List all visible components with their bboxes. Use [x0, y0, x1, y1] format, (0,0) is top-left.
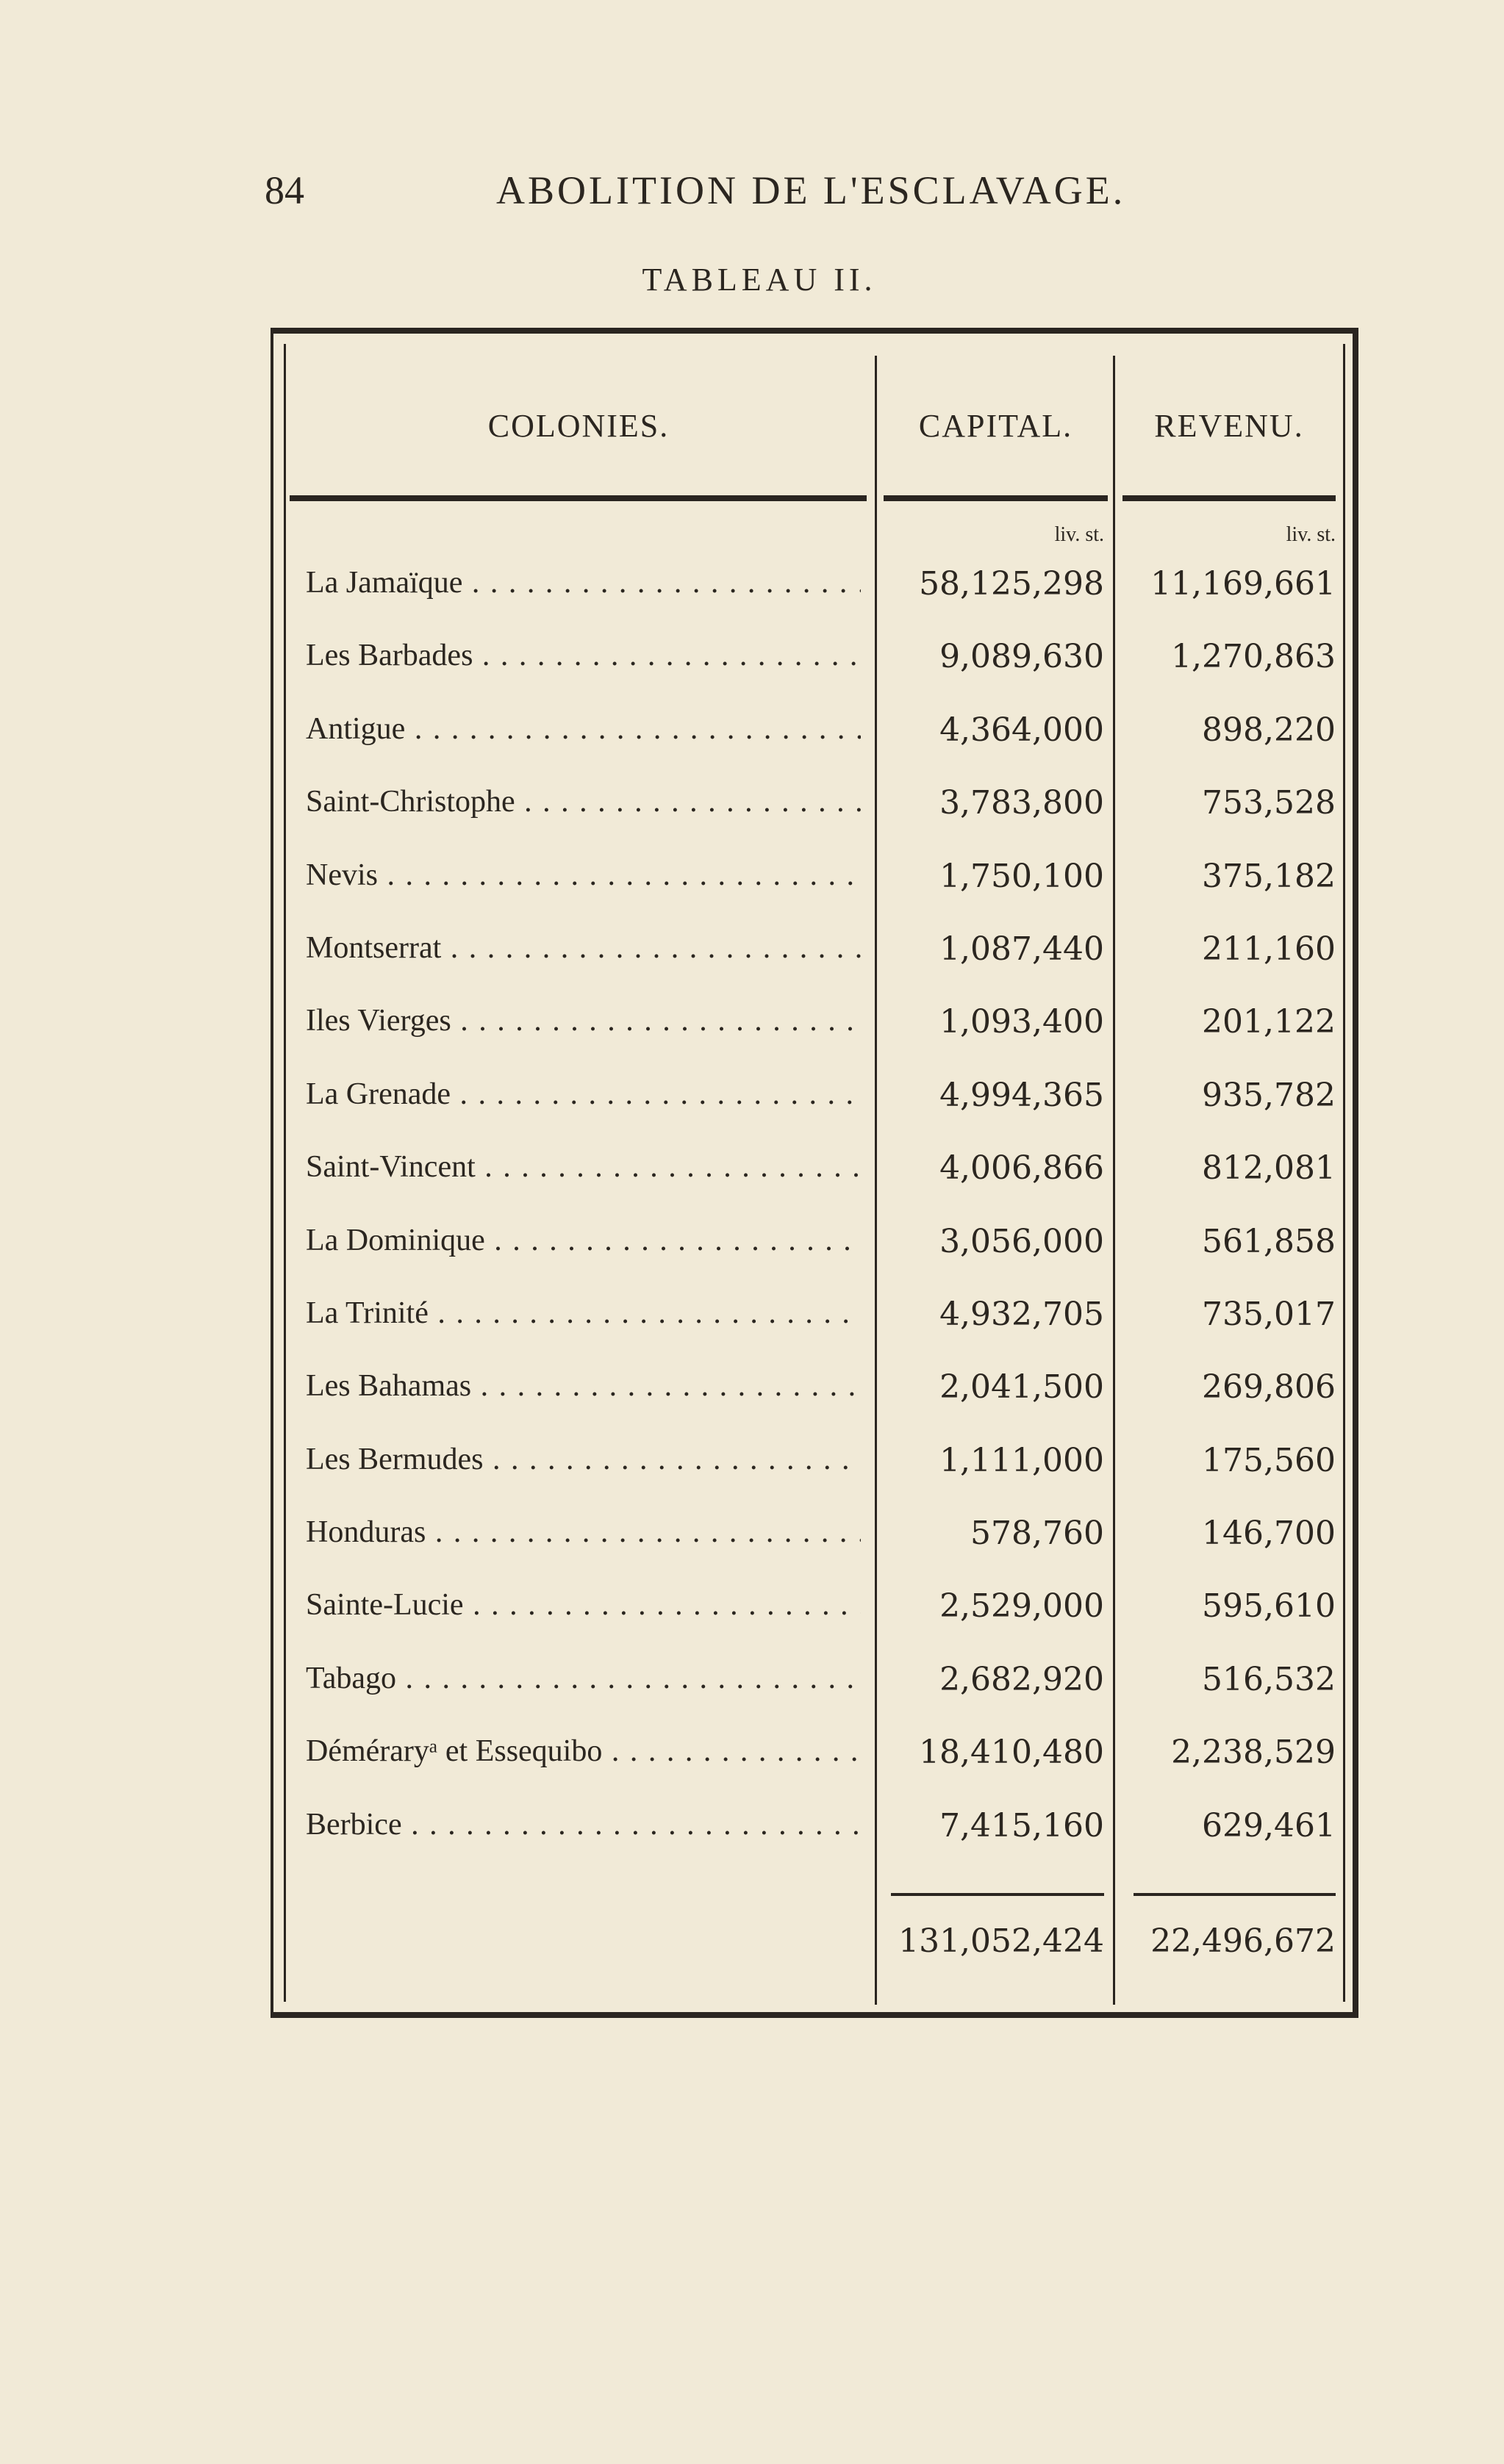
column-header-revenu: REVENU.: [1154, 408, 1304, 444]
revenu-value: 735,017: [1202, 1295, 1336, 1333]
capital-value: 1,087,440: [939, 930, 1104, 968]
column-header-colonies: COLONIES.: [487, 408, 670, 444]
capital-value: 18,410,480: [919, 1734, 1104, 1772]
revenu-value: 516,532: [1202, 1660, 1336, 1698]
table-row: [273, 1215, 1353, 1288]
capital-value: 1,750,100: [939, 857, 1104, 895]
table-row: [273, 558, 1353, 631]
colonie-name: Berbice . . .: [306, 1807, 861, 1842]
revenu-value: 595,610: [1202, 1587, 1336, 1626]
table-row: [273, 1288, 1353, 1361]
table-row: [273, 1069, 1353, 1142]
revenu-value: 898,220: [1202, 711, 1336, 749]
capital-value: 2,682,920: [939, 1660, 1104, 1698]
revenu-value: 175,560: [1202, 1441, 1336, 1479]
colonie-name: Déméraryᵃ et Essequibo . . .: [306, 1734, 861, 1769]
table-row: [273, 631, 1353, 703]
capital-value: 4,932,705: [939, 1295, 1104, 1333]
revenu-value: 375,182: [1202, 857, 1336, 895]
header-rule-revenu: [1122, 495, 1336, 501]
capital-value: 3,056,000: [939, 1222, 1104, 1260]
table-row: [273, 777, 1353, 850]
page-header: [265, 168, 1147, 219]
capital-value: 2,529,000: [939, 1587, 1104, 1626]
table-row: [273, 1726, 1353, 1799]
colonie-name: La Grenade . . .: [306, 1077, 861, 1112]
revenu-value: 2,238,529: [1171, 1734, 1336, 1772]
colonie-name: Antigue . . .: [306, 711, 861, 747]
table-row: [273, 850, 1353, 923]
table-row: [273, 996, 1353, 1068]
colonie-name: Tabago . . .: [306, 1661, 861, 1696]
colonie-name: Sainte-Lucie . . .: [306, 1587, 861, 1623]
revenu-value: 146,700: [1202, 1515, 1336, 1553]
capital-value: 4,006,866: [939, 1149, 1104, 1188]
revenu-value: 812,081: [1202, 1149, 1336, 1188]
table-row: [273, 1361, 1353, 1434]
capital-value: 7,415,160: [939, 1806, 1104, 1845]
header-rule-capital: [884, 495, 1108, 501]
revenu-value: 269,806: [1202, 1368, 1336, 1407]
total-revenu: 22,496,672: [1150, 1922, 1336, 1960]
revenu-value: 11,169,661: [1150, 565, 1336, 603]
table-row: [273, 704, 1353, 777]
table-row: [273, 923, 1353, 996]
column-header-capital: CAPITAL.: [918, 408, 1073, 444]
capital-value: 58,125,298: [919, 565, 1104, 603]
total-capital: 131,052,424: [898, 1922, 1104, 1960]
colonie-name: Montserrat . . .: [306, 930, 861, 966]
capital-value: 1,093,400: [939, 1003, 1104, 1041]
capital-value: 1,111,000: [939, 1441, 1104, 1479]
table-row: [273, 1580, 1353, 1653]
total-rule-capital: [891, 1893, 1104, 1896]
table-body: [273, 558, 1353, 1872]
revenu-value: 201,122: [1202, 1003, 1336, 1041]
revenu-value: 1,270,863: [1171, 638, 1336, 676]
table-row: [273, 1507, 1353, 1580]
colonie-name: Iles Vierges . . .: [306, 1003, 861, 1038]
colonie-name: Les Bermudes . . .: [306, 1442, 861, 1477]
capital-value: 2,041,500: [939, 1368, 1104, 1407]
colonie-name: La Dominique . . .: [306, 1223, 861, 1258]
table-row: [273, 1653, 1353, 1726]
capital-value: 9,089,630: [939, 638, 1104, 676]
header-rule-colonies: [290, 495, 867, 501]
colonie-name: La Jamaïque . . .: [306, 565, 861, 600]
capital-value: 4,364,000: [939, 711, 1104, 749]
table-title: TABLEAU II.: [642, 262, 877, 298]
colonie-name: Honduras . . .: [306, 1515, 861, 1550]
revenu-value: 935,782: [1202, 1076, 1336, 1114]
colonie-name: La Trinité . . .: [306, 1296, 861, 1331]
table-row: [273, 1800, 1353, 1872]
colonie-name: Les Barbades . . .: [306, 638, 861, 673]
colonie-name: Nevis . . .: [306, 858, 861, 893]
colonies-table: [271, 328, 1358, 2018]
table-row: [273, 1434, 1353, 1507]
unit-capital: liv. st.: [1054, 523, 1104, 546]
capital-value: 4,994,365: [939, 1076, 1104, 1114]
capital-value: 578,760: [970, 1515, 1104, 1553]
revenu-value: 561,858: [1202, 1222, 1336, 1260]
table-row: [273, 1142, 1353, 1215]
revenu-value: 211,160: [1202, 930, 1336, 968]
page-number: 84: [265, 168, 304, 212]
running-head: ABOLITION DE L'ESCLAVAGE.: [496, 168, 1126, 212]
revenu-value: 629,461: [1202, 1806, 1336, 1845]
unit-revenu: liv. st.: [1286, 523, 1336, 546]
colonie-name: Les Bahamas . . .: [306, 1368, 861, 1404]
revenu-value: 753,528: [1202, 784, 1336, 822]
colonie-name: Saint-Christophe . . .: [306, 784, 861, 819]
capital-value: 3,783,800: [939, 784, 1104, 822]
colonie-name: Saint-Vincent . . .: [306, 1149, 861, 1185]
total-rule-revenu: [1134, 1893, 1336, 1896]
